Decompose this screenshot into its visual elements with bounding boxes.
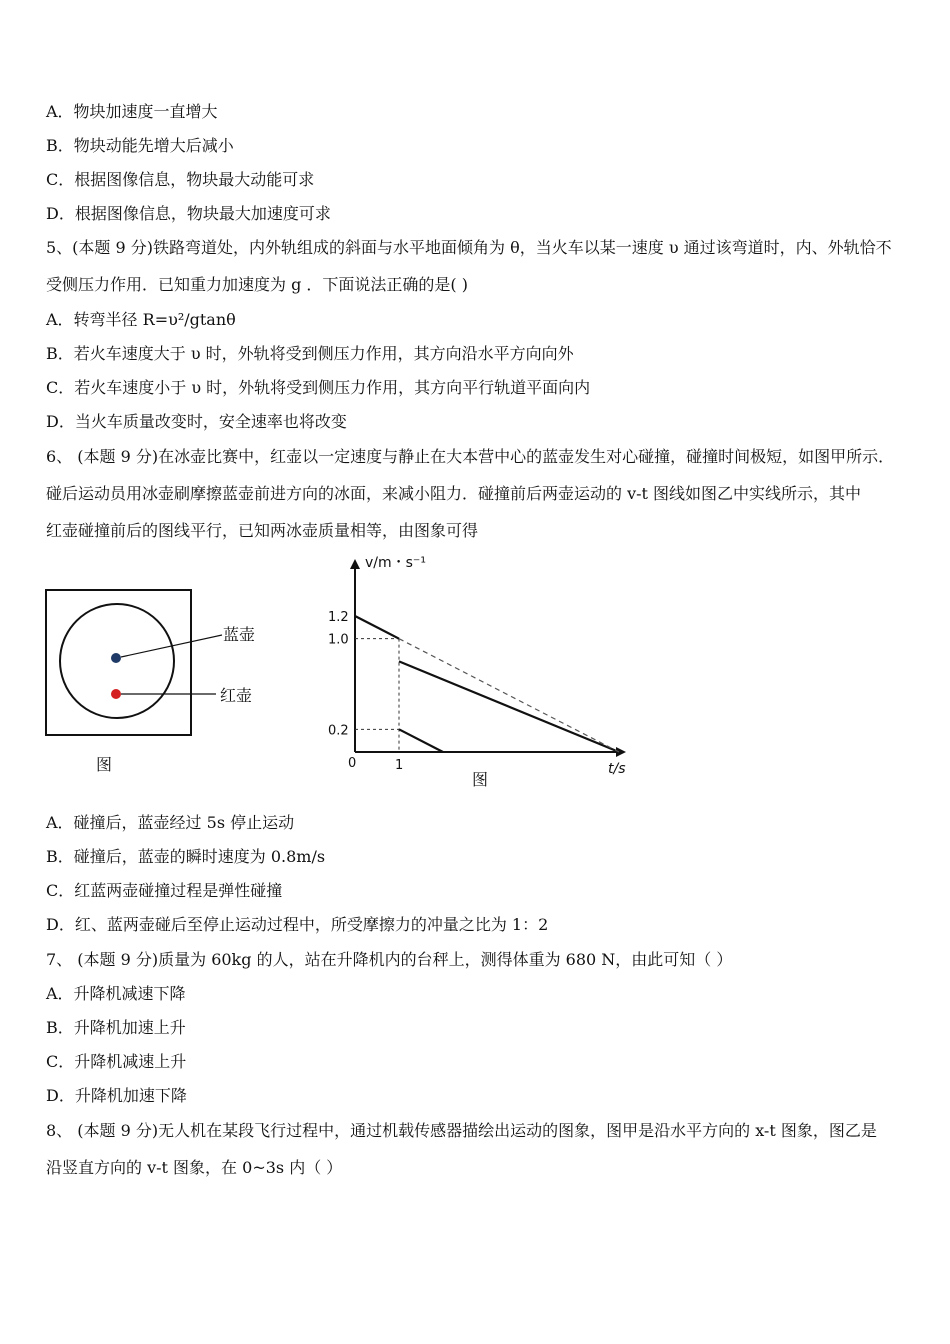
q6-option-b: B．碰撞后，蓝壶的瞬时速度为 0.8m/s [46,847,326,866]
q7-option-d: D．升降机加速下降 [46,1086,187,1105]
q5-option-c: C．若火车速度小于 υ 时，外轨将受到侧压力作用，其方向平行轨道平面向内 [46,378,591,397]
red-stone [111,689,121,699]
y-tick-label: 1.0 [328,632,349,648]
q5-option-b: B．若火车速度大于 υ 时，外轨将受到侧压力作用，其方向沿水平方向向外 [46,344,574,363]
origin-label: 0 [348,756,357,771]
y-tick-label: 0.2 [328,723,349,739]
series-line-3 [399,661,619,752]
q4-option-c: C．根据图像信息，物块最大动能可求 [46,170,315,189]
q7-stem-line1: 7、 (本题 9 分)质量为 60kg 的人，站在升降机内的台秤上，测得体重为 680 N，由此可知（ ） [46,950,733,969]
blue-stone-leader-line [121,635,222,657]
q5-option-d: D．当火车质量改变时，安全速率也将改变 [46,412,347,431]
x-tick-label: 1 [395,758,404,773]
q4-option-b: B．物块动能先增大后减小 [46,136,234,155]
q7-option-b: B．升降机加速上升 [46,1018,186,1037]
q6-option-d: D．红、蓝两壶碰后至停止运动过程中，所受摩擦力的冲量之比为 1：2 [46,915,549,934]
q6-option-a: A．碰撞后，蓝壶经过 5s 停止运动 [46,813,295,832]
series-line-1 [355,616,399,639]
series-line-4 [399,639,619,752]
series-line-2 [399,729,443,752]
y-axis-arrow [350,559,360,569]
red-stone-label: 红壶 [220,686,253,705]
q5-stem-line1: 5、(本题 9 分)铁路弯道处，内外轨组成的斜面与水平地面倾角为 θ，当火车以某一速度 υ 通过该弯道时，内、外轨恰不 [46,238,892,257]
blue-stone-label: 蓝壶 [223,625,256,644]
curling-house-figure [40,580,280,780]
blue-stone [111,653,121,663]
q6-stem-line2: 碰后运动员用冰壶刷摩擦蓝壶前进方向的冰面，来减小阻力．碰撞前后两壶运动的 v-t 图线如图乙中实线所示，其中 [46,484,862,503]
q7-option-c: C．升降机减速上升 [46,1052,187,1071]
q6-stem-line3: 红壶碰撞前后的图线平行，已知两冰壶质量相等，由图象可得 [46,521,479,540]
q6-stem-line1: 6、 (本题 9 分)在冰壶比赛中，红壶以一定速度与静止在大本营中心的蓝壶发生对心碰撞，碰撞时间极短，如图甲所示． [46,447,895,466]
y-tick-label: 1.2 [328,610,349,625]
q4-option-d: D．根据图像信息，物块最大加速度可求 [46,204,331,223]
chart-caption: 图 [472,770,489,789]
vt-chart [300,545,660,795]
q6-option-c: C．红蓝两壶碰撞过程是弹性碰撞 [46,881,283,900]
figure-a-caption: 图 [96,755,113,774]
q5-option-a: A．转弯半径 R=υ²/gtanθ [46,310,236,329]
y-axis-label: v/m・s⁻¹ [365,555,426,571]
q8-stem-line1: 8、 (本题 9 分)无人机在某段飞行过程中，通过机载传感器描绘出运动的图象，图甲是沿水平方向的 x-t 图象，图乙是 [46,1121,877,1140]
q7-option-a: A．升降机减速下降 [46,984,186,1003]
q5-stem-line2: 受侧压力作用．已知重力加速度为 g ．下面说法正确的是( ) [46,275,468,294]
q4-option-a: A．物块加速度一直增大 [46,102,218,121]
q8-stem-line2: 沿竖直方向的 v-t 图象，在 0~3s 内（ ） [46,1158,343,1177]
curling-sheet-frame [46,590,191,735]
x-axis-label: t/s [608,761,626,777]
